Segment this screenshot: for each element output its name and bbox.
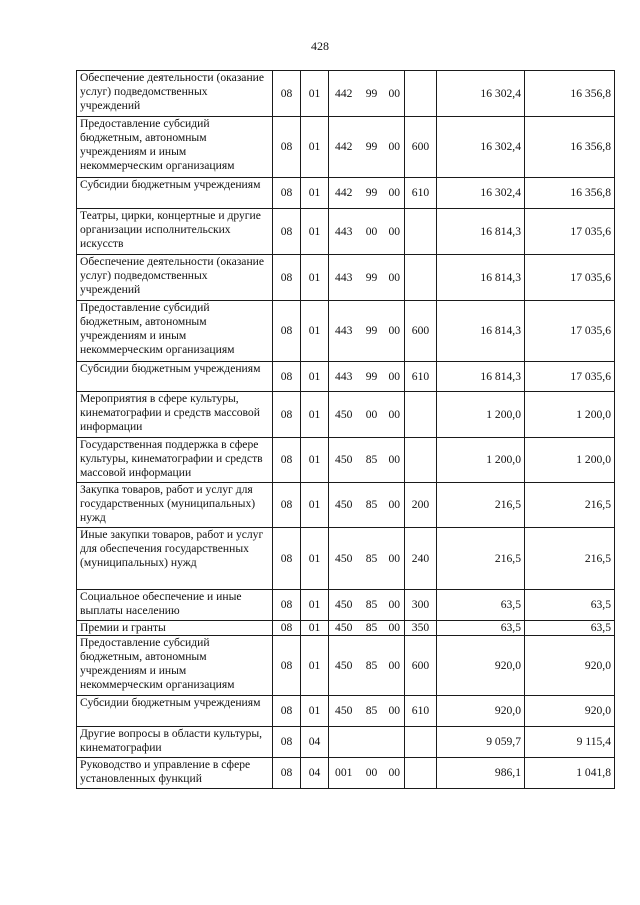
- expense-type-cell: 350: [405, 621, 437, 636]
- target-article-code-cell: 450: [329, 483, 359, 528]
- target-article-code-cell: 443: [329, 209, 359, 255]
- target-article-subcode-cell: 99: [359, 255, 385, 301]
- amount-year1-cell: 920,0: [437, 636, 525, 696]
- section-code-cell: 08: [273, 483, 301, 528]
- subsection-code-cell: 01: [301, 621, 329, 636]
- section-code-cell: 08: [273, 727, 301, 758]
- expense-name-cell: Театры, цирки, концертные и другие организации исполнительских искусств: [77, 209, 273, 255]
- table-row: [77, 71, 615, 117]
- target-article-code-cell: 450: [329, 590, 359, 621]
- amount-year1-cell: 216,5: [437, 483, 525, 528]
- amount-year1-cell: 16 814,3: [437, 209, 525, 255]
- expense-name-cell: Субсидии бюджетным учреждениям: [77, 178, 273, 209]
- target-article-code-cell: 450: [329, 528, 359, 590]
- expense-name-cell: Иные закупки товаров, работ и услуг для обеспечения государственных (муниципальных) нужд: [77, 528, 273, 590]
- target-article-subcode-cell: 00: [359, 209, 385, 255]
- subsection-code-cell: 01: [301, 590, 329, 621]
- target-article-element-cell: 00: [385, 438, 405, 483]
- target-article-code-cell: 450: [329, 438, 359, 483]
- amount-year1-cell: 986,1: [437, 758, 525, 789]
- target-article-element-cell: [385, 727, 405, 758]
- expense-type-cell: 240: [405, 528, 437, 590]
- amount-year2-cell: 63,5: [525, 621, 615, 636]
- subsection-code-cell: 01: [301, 178, 329, 209]
- table-row: [77, 590, 615, 621]
- section-code-cell: 08: [273, 178, 301, 209]
- amount-year2-cell: 17 035,6: [525, 209, 615, 255]
- amount-year1-cell: 63,5: [437, 621, 525, 636]
- section-code-cell: 08: [273, 636, 301, 696]
- table-row: [77, 438, 615, 483]
- table-row: [77, 209, 615, 255]
- expense-name-cell: Премии и гранты: [77, 621, 273, 636]
- expense-name-cell: Обеспечение деятельности (оказание услуг) подведомственных учреждений: [77, 255, 273, 301]
- subsection-code-cell: 04: [301, 758, 329, 789]
- target-article-subcode-cell: 85: [359, 528, 385, 590]
- subsection-code-cell: 01: [301, 392, 329, 438]
- subsection-code-cell: 01: [301, 636, 329, 696]
- amount-year2-cell: 9 115,4: [525, 727, 615, 758]
- amount-year2-cell: 216,5: [525, 483, 615, 528]
- target-article-subcode-cell: 85: [359, 483, 385, 528]
- expense-name-cell: Субсидии бюджетным учреждениям: [77, 362, 273, 392]
- table-row: [77, 362, 615, 392]
- section-code-cell: 08: [273, 528, 301, 590]
- amount-year2-cell: 1 200,0: [525, 392, 615, 438]
- target-article-element-cell: 00: [385, 362, 405, 392]
- section-code-cell: 08: [273, 590, 301, 621]
- expense-name-cell: Государственная поддержка в сфере культуры, кинематографии и средств массовой информации: [77, 438, 273, 483]
- table-row: [77, 636, 615, 696]
- subsection-code-cell: 01: [301, 438, 329, 483]
- subsection-code-cell: 01: [301, 362, 329, 392]
- target-article-code-cell: 442: [329, 178, 359, 209]
- section-code-cell: 08: [273, 301, 301, 362]
- amount-year2-cell: 63,5: [525, 590, 615, 621]
- target-article-code-cell: 450: [329, 636, 359, 696]
- subsection-code-cell: 01: [301, 255, 329, 301]
- target-article-code-cell: [329, 727, 359, 758]
- amount-year1-cell: 16 302,4: [437, 71, 525, 117]
- amount-year1-cell: 1 200,0: [437, 392, 525, 438]
- target-article-subcode-cell: 85: [359, 696, 385, 727]
- target-article-code-cell: 442: [329, 71, 359, 117]
- expense-type-cell: [405, 209, 437, 255]
- section-code-cell: 08: [273, 758, 301, 789]
- target-article-element-cell: 00: [385, 392, 405, 438]
- target-article-subcode-cell: [359, 727, 385, 758]
- expense-name-cell: Предоставление субсидий бюджетным, автономным учреждениям и иным некоммерческим организациям: [77, 301, 273, 362]
- target-article-subcode-cell: 99: [359, 71, 385, 117]
- page-number: 428: [311, 39, 329, 53]
- table-row: [77, 483, 615, 528]
- amount-year1-cell: 920,0: [437, 696, 525, 727]
- expense-type-cell: 610: [405, 362, 437, 392]
- amount-year1-cell: 63,5: [437, 590, 525, 621]
- section-code-cell: 08: [273, 621, 301, 636]
- table-row: [77, 392, 615, 438]
- expense-name-cell: Мероприятия в сфере культуры, кинематографии и средств массовой информации: [77, 392, 273, 438]
- table-row: [77, 301, 615, 362]
- subsection-code-cell: 04: [301, 727, 329, 758]
- target-article-code-cell: 450: [329, 696, 359, 727]
- target-article-subcode-cell: 85: [359, 438, 385, 483]
- table-row: [77, 178, 615, 209]
- section-code-cell: 08: [273, 117, 301, 178]
- expense-type-cell: [405, 438, 437, 483]
- expense-type-cell: 600: [405, 117, 437, 178]
- target-article-element-cell: 00: [385, 528, 405, 590]
- expense-type-cell: 200: [405, 483, 437, 528]
- target-article-element-cell: 00: [385, 696, 405, 727]
- expense-type-cell: [405, 758, 437, 789]
- table-row: [77, 758, 615, 789]
- target-article-code-cell: 442: [329, 117, 359, 178]
- amount-year2-cell: 17 035,6: [525, 255, 615, 301]
- expense-type-cell: [405, 71, 437, 117]
- amount-year1-cell: 1 200,0: [437, 438, 525, 483]
- amount-year2-cell: 16 356,8: [525, 178, 615, 209]
- section-code-cell: 08: [273, 362, 301, 392]
- expense-type-cell: [405, 727, 437, 758]
- expense-type-cell: 610: [405, 696, 437, 727]
- amount-year2-cell: 920,0: [525, 696, 615, 727]
- target-article-subcode-cell: 85: [359, 636, 385, 696]
- amount-year1-cell: 16 302,4: [437, 178, 525, 209]
- expense-type-cell: 610: [405, 178, 437, 209]
- target-article-subcode-cell: 99: [359, 301, 385, 362]
- subsection-code-cell: 01: [301, 528, 329, 590]
- target-article-subcode-cell: 85: [359, 621, 385, 636]
- target-article-subcode-cell: 99: [359, 178, 385, 209]
- amount-year2-cell: 16 356,8: [525, 117, 615, 178]
- table-row: [77, 255, 615, 301]
- target-article-code-cell: 450: [329, 621, 359, 636]
- target-article-element-cell: 00: [385, 590, 405, 621]
- expense-name-cell: Закупка товаров, работ и услуг для государственных (муниципальных) нужд: [77, 483, 273, 528]
- expense-type-cell: [405, 255, 437, 301]
- amount-year2-cell: 1 041,8: [525, 758, 615, 789]
- amount-year1-cell: 16 814,3: [437, 362, 525, 392]
- target-article-element-cell: 00: [385, 117, 405, 178]
- table-row: [77, 727, 615, 758]
- amount-year1-cell: 16 814,3: [437, 301, 525, 362]
- expense-name-cell: Обеспечение деятельности (оказание услуг) подведомственных учреждений: [77, 71, 273, 117]
- amount-year1-cell: 16 302,4: [437, 117, 525, 178]
- target-article-code-cell: 443: [329, 301, 359, 362]
- table-row: [77, 696, 615, 727]
- target-article-element-cell: 00: [385, 636, 405, 696]
- amount-year2-cell: 216,5: [525, 528, 615, 590]
- expense-type-cell: 300: [405, 590, 437, 621]
- amount-year2-cell: 16 356,8: [525, 71, 615, 117]
- target-article-subcode-cell: 99: [359, 117, 385, 178]
- table-row: [77, 621, 615, 636]
- target-article-subcode-cell: 85: [359, 590, 385, 621]
- target-article-element-cell: 00: [385, 178, 405, 209]
- expense-name-cell: Предоставление субсидий бюджетным, автономным учреждениям и иным некоммерческим организациям: [77, 117, 273, 178]
- target-article-element-cell: 00: [385, 758, 405, 789]
- subsection-code-cell: 01: [301, 209, 329, 255]
- target-article-element-cell: 00: [385, 483, 405, 528]
- target-article-code-cell: 001: [329, 758, 359, 789]
- table-row: [77, 117, 615, 178]
- section-code-cell: 08: [273, 392, 301, 438]
- amount-year1-cell: 9 059,7: [437, 727, 525, 758]
- target-article-element-cell: 00: [385, 255, 405, 301]
- section-code-cell: 08: [273, 209, 301, 255]
- subsection-code-cell: 01: [301, 483, 329, 528]
- target-article-subcode-cell: 00: [359, 392, 385, 438]
- target-article-element-cell: 00: [385, 71, 405, 117]
- target-article-element-cell: 00: [385, 621, 405, 636]
- table-row: [77, 528, 615, 590]
- target-article-subcode-cell: 99: [359, 362, 385, 392]
- section-code-cell: 08: [273, 438, 301, 483]
- expense-name-cell: Предоставление субсидий бюджетным, автономным учреждениям и иным некоммерческим организациям: [77, 636, 273, 696]
- section-code-cell: 08: [273, 71, 301, 117]
- subsection-code-cell: 01: [301, 71, 329, 117]
- subsection-code-cell: 01: [301, 117, 329, 178]
- budget-table: [76, 70, 615, 789]
- target-article-subcode-cell: 00: [359, 758, 385, 789]
- amount-year2-cell: 920,0: [525, 636, 615, 696]
- amount-year2-cell: 17 035,6: [525, 362, 615, 392]
- amount-year1-cell: 216,5: [437, 528, 525, 590]
- target-article-code-cell: 443: [329, 362, 359, 392]
- section-code-cell: 08: [273, 255, 301, 301]
- expense-name-cell: Другие вопросы в области культуры, кинематографии: [77, 727, 273, 758]
- expense-type-cell: 600: [405, 636, 437, 696]
- target-article-element-cell: 00: [385, 301, 405, 362]
- subsection-code-cell: 01: [301, 301, 329, 362]
- target-article-element-cell: 00: [385, 209, 405, 255]
- expense-type-cell: 600: [405, 301, 437, 362]
- expense-name-cell: Руководство и управление в сфере установленных функций: [77, 758, 273, 789]
- subsection-code-cell: 01: [301, 696, 329, 727]
- amount-year2-cell: 17 035,6: [525, 301, 615, 362]
- expense-name-cell: Социальное обеспечение и иные выплаты населению: [77, 590, 273, 621]
- expense-name-cell: Субсидии бюджетным учреждениям: [77, 696, 273, 727]
- target-article-code-cell: 443: [329, 255, 359, 301]
- target-article-code-cell: 450: [329, 392, 359, 438]
- section-code-cell: 08: [273, 696, 301, 727]
- amount-year1-cell: 16 814,3: [437, 255, 525, 301]
- amount-year2-cell: 1 200,0: [525, 438, 615, 483]
- expense-type-cell: [405, 392, 437, 438]
